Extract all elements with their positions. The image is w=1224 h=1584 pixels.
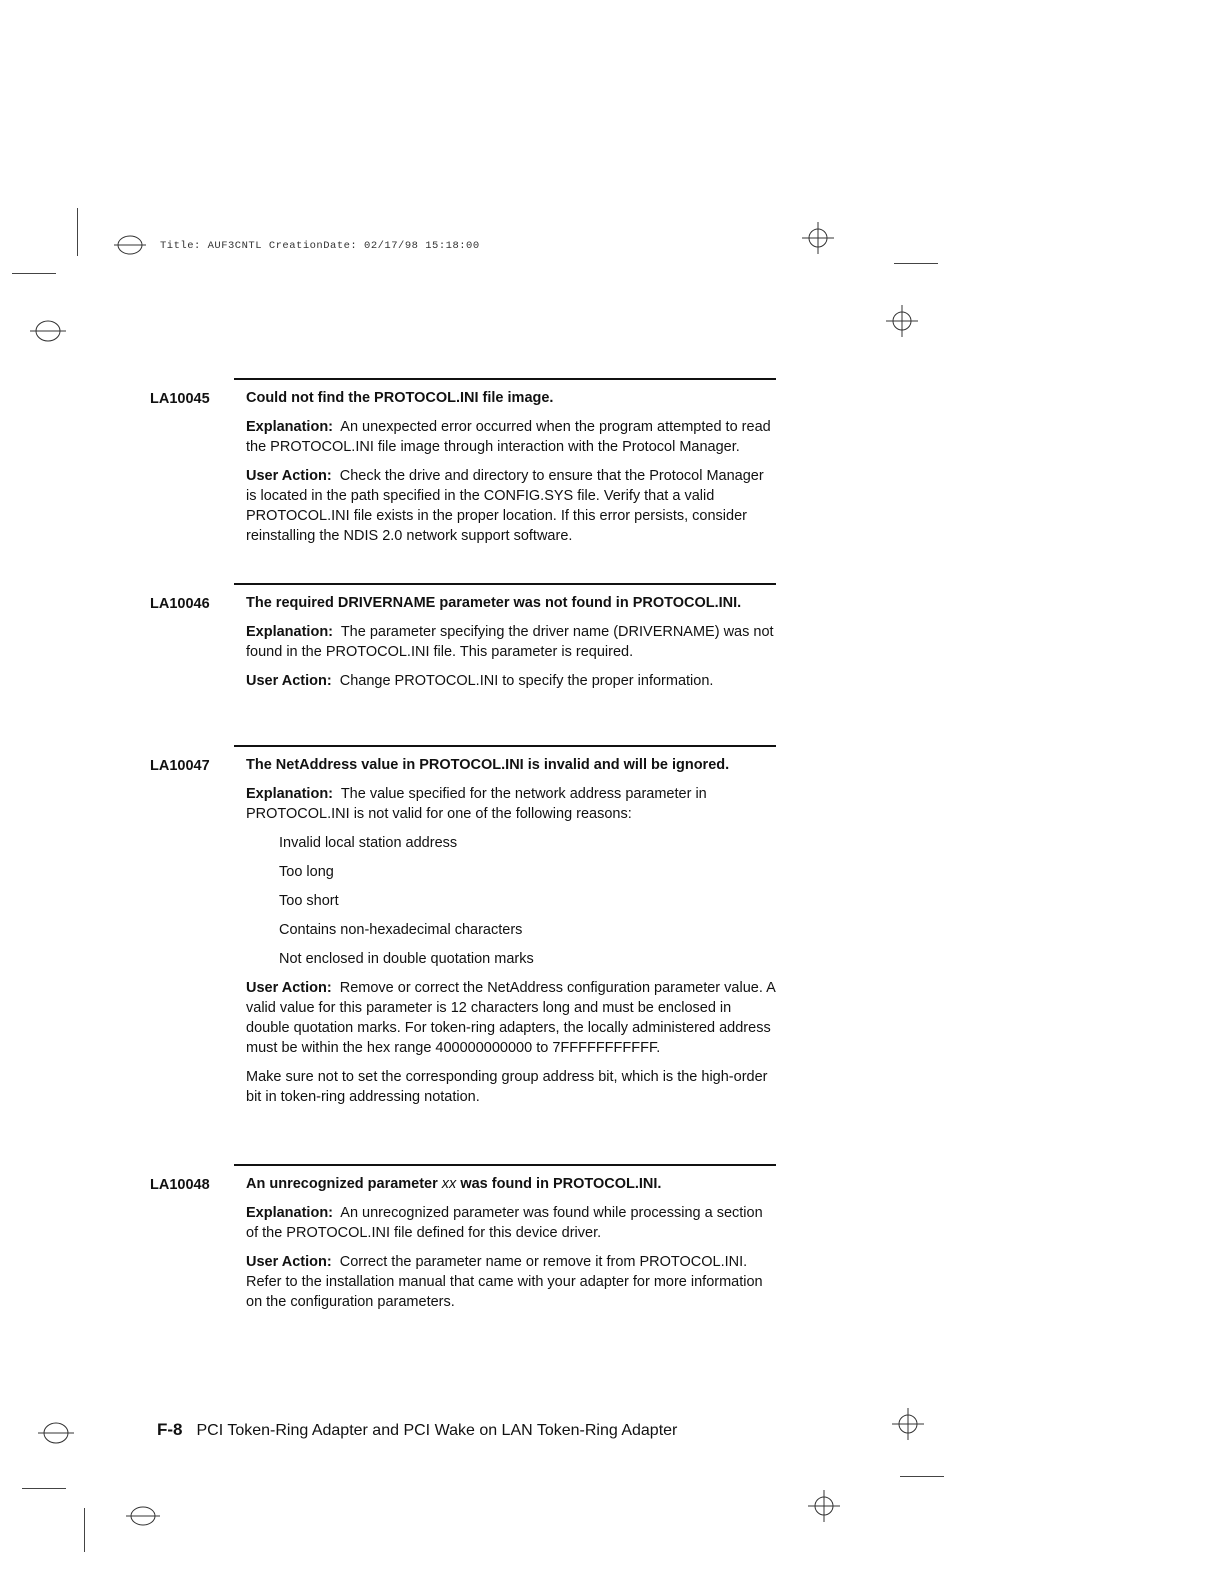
list-item: Invalid local station address: [279, 835, 458, 851]
message-code: LA10046: [150, 596, 210, 612]
message-code: LA10047: [150, 758, 210, 774]
print-header: Title: AUF3CNTL CreationDate: 02/17/98 15:18:00: [160, 240, 480, 252]
user-action-paragraph: [246, 671, 776, 691]
explanation-label: Explanation:: [246, 419, 334, 435]
heading-text: was found in PROTOCOL.INI.: [456, 1176, 662, 1192]
crop-mark-vertical: [77, 208, 78, 256]
user-action-label: User Action:: [246, 1254, 332, 1270]
explanation-text: The value specified for the network address parameter in PROTOCOL.INI is not valid for one of the following reasons:: [246, 786, 707, 822]
message-entry: [150, 583, 776, 700]
list-item: Not enclosed in double quotation marks: [279, 951, 534, 967]
entry-rule: [234, 378, 776, 380]
crop-mark-horizontal: [22, 1488, 66, 1489]
explanation-paragraph: [246, 1203, 776, 1243]
message-heading: [246, 1174, 776, 1194]
crop-mark-horizontal: [12, 273, 56, 274]
note-paragraph: Make sure not to set the corresponding group address bit, which is the high-order bit in token-ring addressing notation.: [246, 1069, 768, 1105]
page-number: F-8: [157, 1420, 183, 1439]
user-action-paragraph: [246, 978, 776, 1058]
reason-list: [246, 833, 776, 969]
footer-title: PCI Token-Ring Adapter and PCI Wake on LAN Token-Ring Adapter: [196, 1422, 678, 1439]
registration-mark-icon: [30, 318, 66, 344]
crosshair-mark-icon: [808, 1490, 840, 1522]
user-action-text: Correct the parameter name or remove it from PROTOCOL.INI. Refer to the installation manual that came with your adapter for more information on the configuration parameters.: [246, 1254, 763, 1310]
explanation-text: An unrecognized parameter was found while processing a section of the PROTOCOL.INI file defined for this device driver.: [246, 1205, 763, 1241]
crosshair-mark-icon: [802, 222, 834, 254]
user-action-label: User Action:: [246, 673, 332, 689]
crosshair-mark-icon: [886, 305, 918, 337]
registration-mark-icon: [114, 233, 146, 257]
user-action-text: Check the drive and directory to ensure that the Protocol Manager is located in the path specified in the CONFIG.SYS file. Verify that a valid PROTOCOL.INI file exists in the proper location. If this error persists, consider reinstalling the NDIS 2.0 network support software.: [246, 468, 764, 544]
page-footer: [157, 1420, 677, 1440]
explanation-paragraph: [246, 622, 776, 662]
explanation-label: Explanation:: [246, 786, 334, 802]
user-action-text: Remove or correct the NetAddress configuration parameter value. A valid value for this parameter is 12 characters long and must be enclosed in double quotation marks. For token-ring adapters, the locally administered address must be within the hex range 400000000000 to 7FFFFFFFFFFF.: [246, 980, 775, 1056]
user-action-paragraph: [246, 1252, 776, 1312]
explanation-paragraph: [246, 417, 776, 457]
entry-rule: [234, 1164, 776, 1166]
message-heading: Could not find the PROTOCOL.INI file image.: [246, 390, 554, 406]
explanation-paragraph: [246, 784, 776, 824]
list-item: Contains non-hexadecimal characters: [279, 922, 523, 938]
message-entry: [150, 745, 776, 1116]
crop-mark-vertical: [84, 1508, 85, 1552]
message-code: LA10048: [150, 1177, 210, 1193]
registration-mark-icon: [126, 1504, 160, 1528]
explanation-label: Explanation:: [246, 1205, 334, 1221]
crosshair-mark-icon: [892, 1408, 924, 1440]
message-heading: The NetAddress value in PROTOCOL.INI is invalid and will be ignored.: [246, 757, 730, 773]
explanation-label: Explanation:: [246, 624, 334, 640]
entry-rule: [234, 583, 776, 585]
entry-rule: [234, 745, 776, 747]
user-action-label: User Action:: [246, 980, 332, 996]
explanation-text: An unexpected error occurred when the program attempted to read the PROTOCOL.INI file image through interaction with the Protocol Manager.: [246, 419, 771, 455]
crop-mark-horizontal: [900, 1476, 944, 1477]
message-heading: The required DRIVERNAME parameter was not found in PROTOCOL.INI.: [246, 595, 742, 611]
message-entry: [150, 378, 776, 555]
heading-text: An unrecognized parameter: [246, 1176, 442, 1192]
list-item: Too long: [279, 864, 334, 880]
crop-mark-horizontal: [894, 263, 938, 264]
explanation-text: The parameter specifying the driver name (DRIVERNAME) was not found in the PROTOCOL.INI file. This parameter is required.: [246, 624, 774, 660]
heading-variable: xx: [441, 1176, 457, 1192]
message-code: LA10045: [150, 391, 210, 407]
registration-mark-icon: [38, 1420, 74, 1446]
message-entry: [150, 1164, 776, 1321]
list-item: Too short: [279, 893, 339, 909]
user-action-label: User Action:: [246, 468, 332, 484]
user-action-text: Change PROTOCOL.INI to specify the proper information.: [339, 673, 714, 689]
user-action-paragraph: [246, 466, 776, 546]
